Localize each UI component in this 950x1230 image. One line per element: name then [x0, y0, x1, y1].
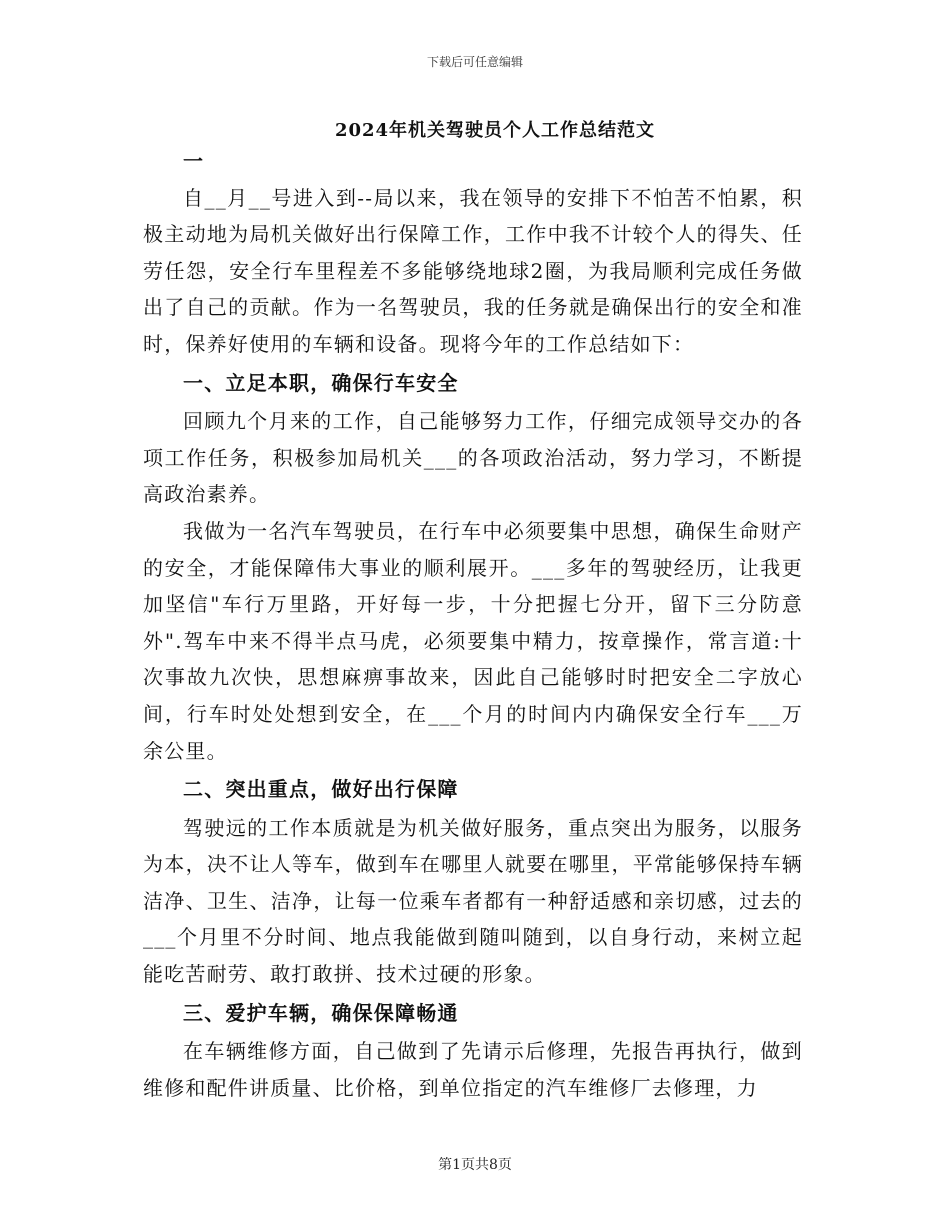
section-3-paragraph-1: 在车辆维修方面，自己做到了先请示后修理，先报告再执行，做到维修和配件讲质量、比价格，到单位指定的汽车维修厂去修理，力 — [143, 1039, 803, 1100]
section-2-heading: 二、突出重点，做好出行保障 — [183, 777, 459, 802]
section-2-paragraph-1: 驾驶远的工作本质就是为机关做好服务，重点突出为服务，以服务为本，决不让人等车，做到车在哪里人就要在哪里，平常能够保持车辆洁净、卫生、洁净，让每一位乘车者都有一种舒适感和亲切感，过去的___个月里不分时间、地点我能做到随叫随到，以自身行动，来树立起能吃苦耐劳、敢打敢拼、技术过硬的形象。 — [143, 815, 803, 987]
document-title: 2024年机关驾驶员个人工作总结范文 — [334, 120, 656, 141]
section-3-heading: 三、爱护车辆，确保保障畅通 — [183, 1000, 459, 1025]
page-footer-page-number: 第1页共8页 — [438, 1157, 512, 1173]
document-body — [143, 143, 803, 1106]
intro-paragraph: 自__月__号进入到--局以来，我在领导的安排下不怕苦不怕累，积极主动地为局机关做好出行保障工作，工作中我不计较个人的得失、任劳任怨，安全行车里程差不多能够绕地球2圈，为我局顺利完成任务做出了自己的贡献。作为一名驾驶员，我的任务就是确保出行的安全和准时，保养好使用的车辆和设备。现将今年的工作总结如下： — [143, 185, 803, 356]
part-marker: 一 — [183, 149, 205, 173]
section-1-paragraph-1: 回顾九个月来的工作，自己能够努力工作，仔细完成领导交办的各项工作任务，积极参加局机关___的各项政治活动，努力学习，不断提高政治素养。 — [143, 409, 803, 507]
section-1-heading: 一、立足本职，确保行车安全 — [183, 370, 459, 395]
section-1-paragraph-2: 我做为一名汽车驾驶员，在行车中必须要集中思想，确保生命财产的安全，才能保障伟大事业的顺利展开。___多年的驾驶经历，让我更加坚信"车行万里路，开好每一步，十分把握七分开，留下三分防意外".驾车中来不得半点马虎，必须要集中精力，按章操作，常言道:十次事故九次快，思想麻痹事故来，因此自己能够时时把安全二字放心间，行车时处处想到安全，在___个月的时间内内确保安全行车___万余公里。 — [143, 518, 803, 763]
page-header-note: 下载后可任意编辑 — [426, 55, 523, 69]
